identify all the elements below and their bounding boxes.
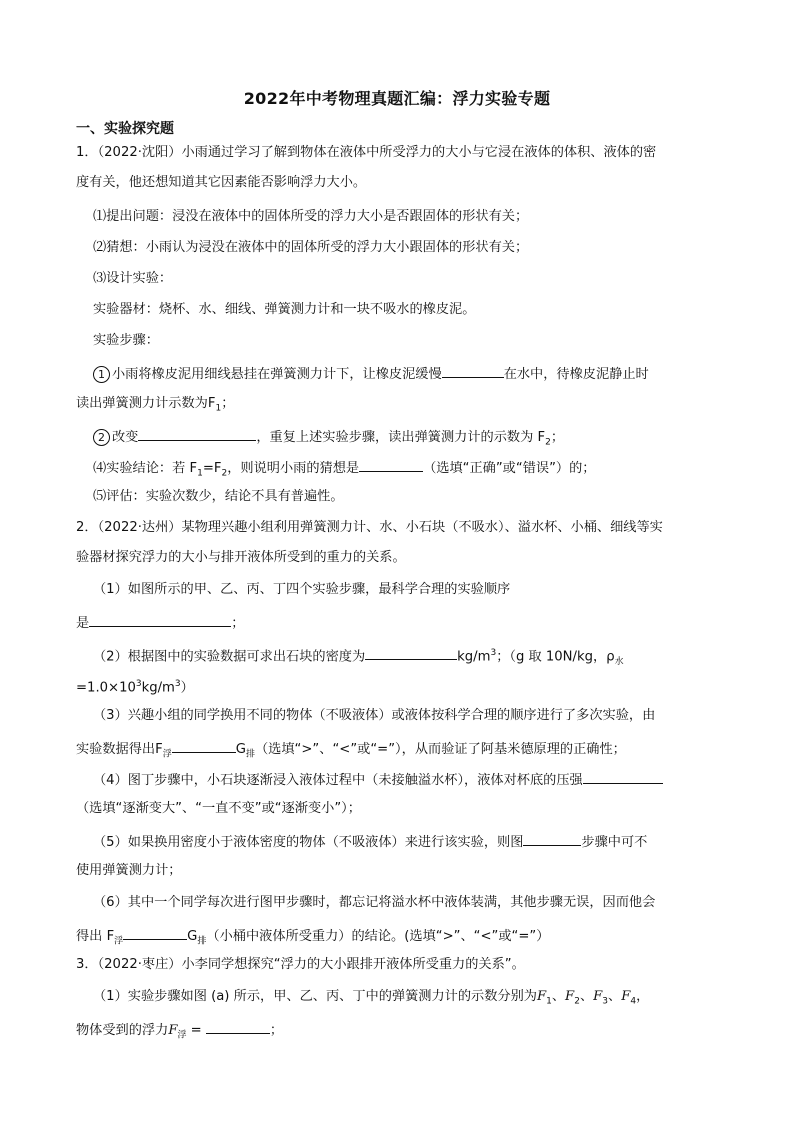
subscript: 4 bbox=[630, 996, 637, 1007]
subscript: 2 bbox=[545, 437, 551, 448]
q2-part-2 bbox=[93, 645, 624, 670]
q2-part2-e: kg/m bbox=[141, 680, 175, 696]
q1-blank-3[interactable] bbox=[359, 458, 423, 472]
q3-part1-b: 物体受到的浮力 bbox=[76, 1023, 169, 1038]
circle-number-1: 1 bbox=[93, 366, 110, 383]
subscript: 1 bbox=[546, 996, 552, 1007]
circle-number-2: 2 bbox=[93, 429, 110, 446]
subscript: 排 bbox=[197, 936, 207, 947]
q2-part2-d: =1.0×10 bbox=[76, 680, 136, 696]
section-heading: 一、实验探究题 bbox=[76, 121, 174, 137]
q2-part-6-cont bbox=[76, 926, 549, 950]
q1-conclusion-eq: =F bbox=[202, 461, 222, 476]
subscript: 排 bbox=[245, 749, 255, 760]
q2-part4-a: （4）图丁步骤中，小石块逐渐浸入液体过程中（未接触溢水杯），液体对杯底的压强 bbox=[93, 773, 583, 788]
q3-part-1 bbox=[93, 989, 649, 1010]
q2-blank-2[interactable] bbox=[365, 646, 457, 660]
subscript: 水 bbox=[614, 657, 624, 668]
q2-blank-1[interactable] bbox=[89, 613, 231, 627]
superscript: 3 bbox=[174, 679, 181, 689]
subscript: 1 bbox=[197, 468, 203, 479]
page-title: 2022年中考物理真题汇编：浮力实验专题 bbox=[243, 89, 551, 108]
q2-part3-b: 实验数据得出F bbox=[76, 742, 163, 757]
q1-step-design: ⑶设计实验： bbox=[93, 271, 173, 286]
q1-procedure-step-2 bbox=[93, 427, 564, 451]
q1-blank-2[interactable] bbox=[138, 427, 256, 441]
superscript: 3 bbox=[135, 679, 142, 689]
q2-part-5-cont: 使用弹簧测力计； bbox=[76, 863, 182, 878]
q2-part5-b: 步骤中可不 bbox=[581, 835, 648, 850]
q2-part5-a: （5）如果换用密度小于液体密度的物体（不吸液体）来进行该实验，则图 bbox=[93, 835, 524, 850]
q1-line-1: 1．（2022·沈阳）小雨通过学习了解到物体在液体中所受浮力的大小与它浸在液体的体积、液体的密 bbox=[76, 145, 657, 160]
q2-part1-b: 是 bbox=[76, 616, 90, 631]
q2-part2-c: ；（g 取 10N/kg，ρ bbox=[496, 649, 615, 665]
q2-part3-c: G bbox=[235, 742, 246, 757]
q1-step2-end: ； bbox=[550, 430, 565, 445]
separator: 、 bbox=[608, 989, 622, 1004]
separator: 、 bbox=[579, 989, 594, 1004]
subscript: 浮 bbox=[177, 1030, 187, 1041]
q3-part-1-cont bbox=[76, 1020, 283, 1044]
var-f-buoyancy: F bbox=[168, 1023, 178, 1038]
q2-part-3: （3）兴趣小组的同学换用不同的物体（不吸液体）或液体按科学合理的顺序进行了多次实验，由 bbox=[93, 708, 656, 723]
q2-part-4 bbox=[93, 770, 663, 789]
q3-part1-c: ； bbox=[269, 1023, 284, 1038]
q3-part1-end: ， bbox=[636, 989, 650, 1004]
q2-part-6: （6）其中一个同学每次进行图甲步骤时，都忘记将溢水杯中液体装满，其他步骤无误，因而他会 bbox=[93, 895, 656, 910]
q1-procedure-step-1-cont bbox=[76, 396, 234, 417]
q2-blank-3[interactable] bbox=[172, 739, 236, 753]
subscript: 1 bbox=[215, 403, 222, 414]
q1-step1-text-a: 小雨将橡皮泥用细线悬挂在弹簧测力计下，让橡皮泥缓慢 bbox=[112, 367, 442, 382]
subscript: 2 bbox=[574, 996, 580, 1007]
q1-step-question: ⑴提出问题：浸没在液体中的固体所受的浮力大小是否跟固体的形状有关； bbox=[93, 209, 529, 224]
var-f4: F bbox=[621, 989, 631, 1004]
q1-conclusion bbox=[93, 458, 595, 482]
q2-part1-c: ； bbox=[231, 616, 245, 631]
q2-line-2: 验器材探究浮力的大小与排开液体所受到的重力的关系。 bbox=[76, 550, 406, 565]
q1-procedure-step-1 bbox=[93, 364, 649, 383]
q2-part2-a: （2）根据图中的实验数据可求出石块的密度为 bbox=[93, 649, 366, 665]
subscript: 浮 bbox=[114, 936, 124, 947]
q1-step1-text-b: 在水中，待橡皮泥静止时 bbox=[503, 367, 649, 382]
var-f2: F bbox=[565, 989, 575, 1004]
q1-step2-text-a: 改变 bbox=[112, 430, 139, 445]
q1-line-2: 度有关，他还想知道其它因素能否影响浮力大小。 bbox=[76, 175, 367, 190]
q2-blank-4[interactable] bbox=[583, 770, 663, 784]
separator: 、 bbox=[551, 989, 566, 1004]
q1-conclusion-a: ⑷实验结论：若 F bbox=[93, 461, 198, 476]
q2-blank-5[interactable] bbox=[523, 832, 581, 846]
q2-part-4-cont: （选填“逐渐变大”、“一直不变”或“逐渐变小”）； bbox=[76, 801, 361, 816]
q2-blank-6[interactable] bbox=[123, 926, 187, 940]
q3-blank-1[interactable] bbox=[206, 1020, 270, 1034]
q1-step1-text-c: 读出弹簧测力计示数为F bbox=[76, 396, 216, 411]
subscript: 浮 bbox=[162, 749, 172, 760]
var-f3: F bbox=[593, 989, 603, 1004]
superscript: 3 bbox=[490, 648, 497, 658]
q2-part-3-cont bbox=[76, 739, 626, 763]
q2-part-1: （1）如图所示的甲、乙、丙、丁四个实验步骤，最科学合理的实验顺序 bbox=[93, 582, 511, 597]
q1-step2-text-b: ，重复上述实验步骤，读出弹簧测力计的示数为 F bbox=[256, 430, 546, 445]
q2-part6-c: G bbox=[187, 929, 198, 944]
q1-step-guess: ⑵猜想：小雨认为浸没在液体中的固体所受的浮力大小跟固体的形状有关； bbox=[93, 240, 529, 255]
subscript: 2 bbox=[221, 468, 228, 479]
subscript: 3 bbox=[602, 996, 609, 1007]
q2-part2-unit: kg/m bbox=[457, 649, 491, 665]
q2-part6-b: 得出 F bbox=[76, 929, 115, 944]
q1-conclusion-b: ，则说明小雨的猜想是 bbox=[227, 461, 360, 476]
q2-part2-f: ） bbox=[180, 680, 194, 696]
q3-line-1: 3．（2022·枣庄）小李同学想探究“浮力的大小跟排开液体所受重力的关系”。 bbox=[76, 957, 525, 972]
q2-part-2-cont bbox=[76, 676, 194, 696]
q3-part1-a: （1）实验步骤如图 (a) 所示，甲、乙、丙、丁中的弹簧测力计的示数分别为 bbox=[93, 989, 537, 1004]
q2-part-5 bbox=[93, 832, 647, 851]
q1-conclusion-c: （选填“正确”或“错误”）的； bbox=[423, 461, 596, 476]
q2-part6-d: （小桶中液体所受重力）的结论。(选填“>”、“<”或“=”） bbox=[206, 929, 550, 944]
q1-blank-1[interactable] bbox=[442, 364, 504, 378]
q1-procedure-label: 实验步骤： bbox=[93, 333, 159, 348]
var-f1: F bbox=[536, 989, 547, 1004]
q2-line-1: 2．（2022·达州）某物理兴趣小组利用弹簧测力计、水、小石块（不吸水）、溢水杯、小桶、细线等实 bbox=[76, 520, 663, 535]
q2-part3-d: （选填“>”、“<”或“=”），从而验证了阿基米德原理的正确性； bbox=[254, 742, 626, 757]
q1-evaluation: ⑸评估：实验次数少，结论不具有普遍性。 bbox=[93, 489, 344, 504]
equals-sign: = bbox=[186, 1023, 206, 1038]
q1-step1-end: ； bbox=[221, 396, 235, 411]
q2-part-1-cont bbox=[76, 613, 244, 632]
q1-equipment: 实验器材：烧杯、水、细线、弹簧测力计和一块不吸水的橡皮泥。 bbox=[93, 302, 476, 317]
